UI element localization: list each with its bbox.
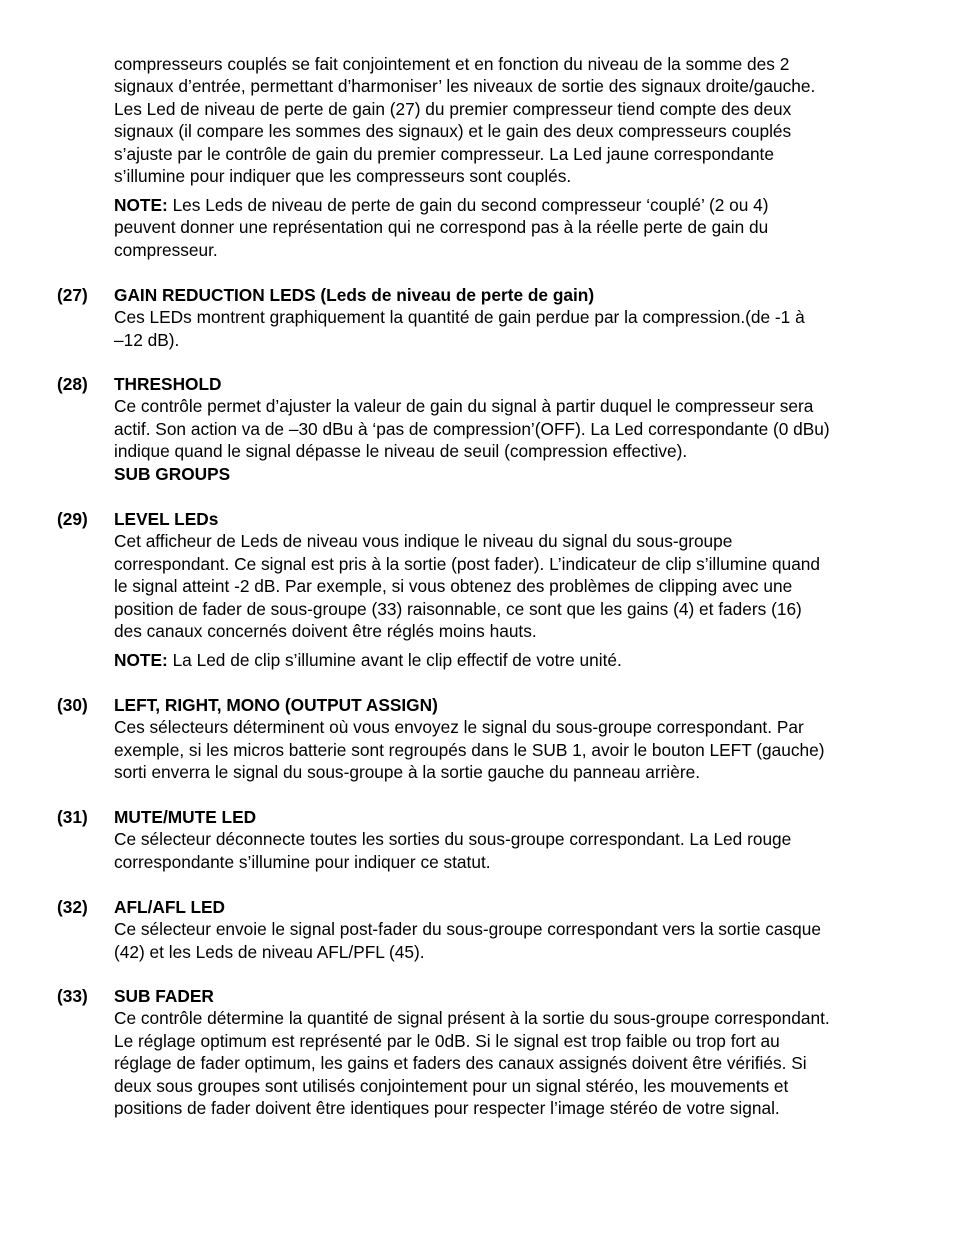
section-33 — [114, 985, 914, 1119]
section-line: Cet afficheur de Leds de niveau vous indique le niveau du signal du sous-groupe — [114, 531, 733, 552]
section-number: (33) — [57, 986, 88, 1006]
section-28 — [114, 373, 914, 485]
section-line: Ce sélecteur déconnecte toutes les sorties du sous-groupe correspondant. La Led rouge — [114, 829, 792, 850]
section-30 — [114, 694, 914, 784]
intro-note — [114, 194, 914, 261]
section-title: THRESHOLD — [114, 374, 222, 394]
section-line: Ce contrôle détermine la quantité de signal présent à la sortie du sous-groupe correspondant. — [114, 1008, 830, 1029]
section-line: actif. Son action va de –30 dBu à ‘pas de compression’(OFF). La Led correspondante (0 dBu) — [114, 418, 830, 439]
note-label: NOTE: — [114, 650, 168, 670]
section-number: (31) — [57, 807, 88, 827]
note-text: La Led de clip s’illumine avant le clip effectif de votre unité. — [167, 650, 622, 670]
section-title: LEVEL LEDs — [114, 509, 219, 529]
section-line: Ce contrôle permet d’ajuster la valeur de gain du signal à partir duquel le compresseur sera — [114, 396, 814, 417]
section-line: Le réglage optimum est représenté par le 0dB. Si le signal est trop faible ou trop fort au — [114, 1030, 780, 1051]
section-number: (28) — [57, 374, 88, 394]
intro-line: Les Led de niveau de perte de gain (27) du premier compresseur tiend compte des deux — [114, 98, 792, 119]
section-line: (42) et les Leds de niveau AFL/PFL (45). — [114, 941, 425, 962]
intro-note-line — [114, 194, 914, 216]
section-number: (27) — [57, 285, 88, 305]
section-line: Ces sélecteurs déterminent où vous envoyez le signal du sous-groupe correspondant. Par — [114, 717, 804, 738]
note-line — [114, 649, 914, 671]
section-title: SUB FADER — [114, 986, 214, 1006]
section-line: indique quand le signal dépasse le niveau de seuil (compression effective). — [114, 441, 688, 462]
section-title: MUTE/MUTE LED — [114, 807, 257, 827]
intro-note-line: compresseur. — [114, 239, 218, 260]
section-title: GAIN REDUCTION LEDS (Leds de niveau de perte de gain) — [114, 285, 595, 305]
section-number: (30) — [57, 695, 88, 715]
section-29-note — [114, 649, 914, 671]
section-line: –12 dB). — [114, 329, 180, 350]
section-31 — [114, 806, 914, 873]
section-line: le signal atteint -2 dB. Par exemple, si vous obtenez des problèmes de clipping avec une — [114, 576, 793, 597]
section-line: position de fader de sous-groupe (33) raisonnable, ce sont que les gains (4) et faders (16) — [114, 598, 802, 619]
section-number: (29) — [57, 509, 88, 529]
section-title: AFL/AFL LED — [114, 897, 226, 917]
section-title: LEFT, RIGHT, MONO (OUTPUT ASSIGN) — [114, 695, 438, 715]
section-line: exemple, si les micros batterie sont regroupés dans le SUB 1, avoir le bouton LEFT (gauche) — [114, 739, 825, 760]
section-line: des canaux concernés doivent être réglés moins hauts. — [114, 621, 537, 642]
section-number: (32) — [57, 897, 88, 917]
intro-line: signaux d’entrée, permettant d’harmoniser’ les niveaux de sortie des signaux droite/gauche. — [114, 76, 816, 97]
section-line: deux sous groupes sont utilisés conjointement pour un signal stéréo, les mouvements et — [114, 1075, 789, 1096]
intro-line: compresseurs couplés se fait conjointement et en fonction du niveau de la somme des 2 — [114, 54, 790, 74]
section-line: Ces LEDs montrent graphiquement la quantité de gain perdue par la compression.(de -1 à — [114, 307, 805, 328]
section-32 — [114, 896, 914, 963]
section-line: sorti enverra le signal du sous-groupe à la sortie gauche du panneau arrière. — [114, 762, 701, 783]
section-line: réglage de fader optimum, les gains et faders des canaux assignés doivent être vérifiés. Si — [114, 1053, 807, 1074]
note-label: NOTE: — [114, 195, 168, 215]
intro-paragraph — [114, 53, 914, 187]
subheading-sub-groups: SUB GROUPS — [114, 463, 231, 484]
section-line: positions de fader doivent être identiques pour respecter l’image stéréo de votre signal. — [114, 1098, 780, 1119]
intro-line: s’illumine pour indiquer que les compresseurs sont couplés. — [114, 166, 572, 187]
section-line: correspondant. Ce signal est pris à la sortie (post fader). L’indicateur de clip s’illumine quand — [114, 553, 821, 574]
intro-note-line: peuvent donner une représentation qui ne correspond pas à la réelle perte de gain du — [114, 217, 769, 238]
intro-line: s’ajuste par le contrôle de gain du premier compresseur. La Led jaune correspondante — [114, 143, 774, 164]
note-text: Les Leds de niveau de perte de gain du second compresseur ‘couplé’ (2 ou 4) — [167, 195, 769, 215]
section-line: Ce sélecteur envoie le signal post-fader du sous-groupe correspondant vers la sortie casque — [114, 919, 822, 940]
section-29 — [114, 508, 914, 642]
section-27 — [114, 284, 914, 351]
section-line: correspondante s’illumine pour indiquer ce statut. — [114, 851, 491, 872]
intro-line: signaux (il compare les sommes des signaux) et le gain des deux compresseurs couplés — [114, 121, 792, 142]
